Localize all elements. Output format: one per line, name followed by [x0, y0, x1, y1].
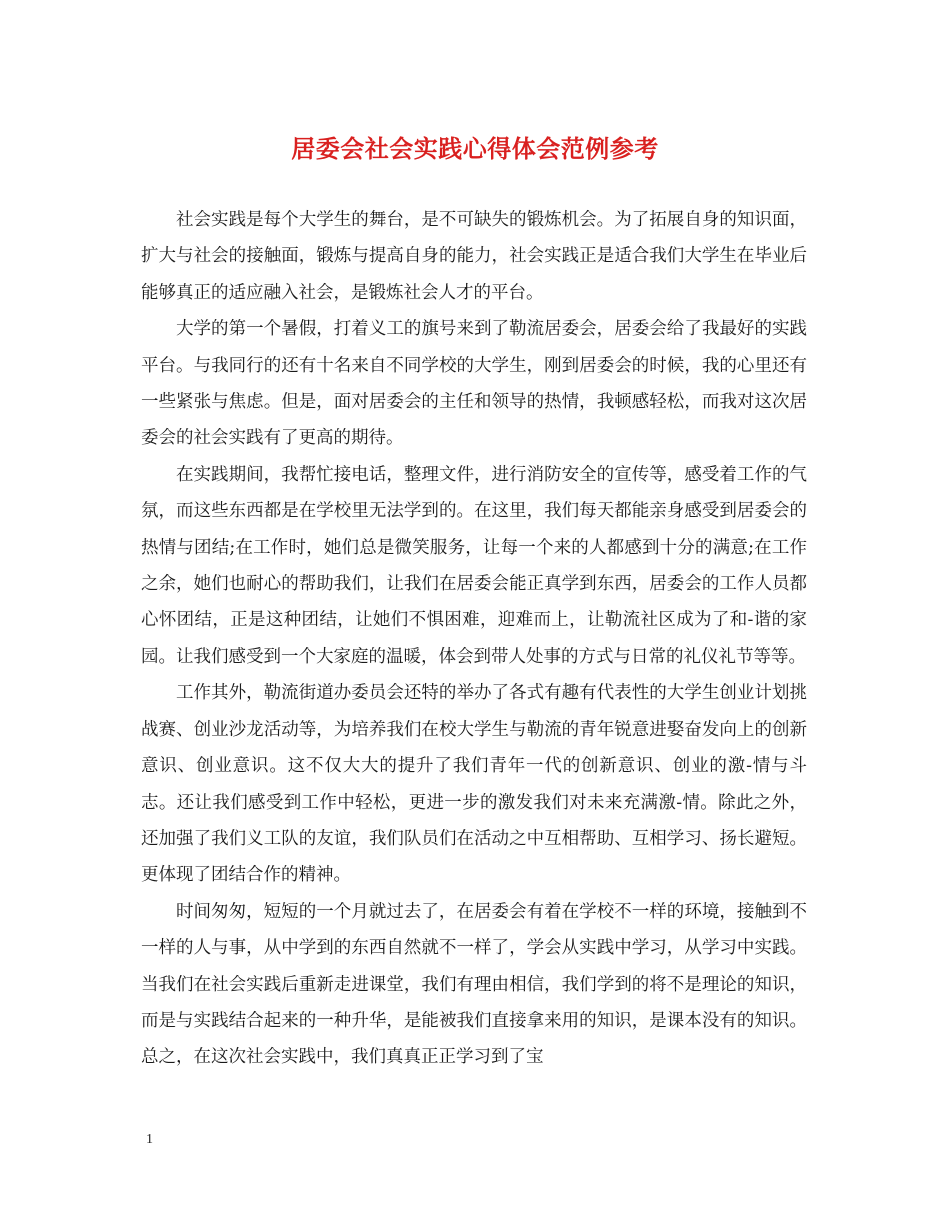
- page-number: 1: [146, 1132, 153, 1147]
- document-title: 居委会社会实践心得体会范例参考: [291, 134, 659, 163]
- paragraph-2: 大学的第一个暑假，打着义工的旗号来到了勒流居委会，居委会给了我最好的实践平台。与我同行的还有十名来自不同学校的大学生，刚到居委会的时候，我的心里还有一些紧张与焦虑。但是，面对居委会的主任和领导的热情，我顿感轻松，而我对这次居委会的社会实践有了更高的期待。: [141, 319, 807, 449]
- paragraph-4: 工作其外，勒流街道办委员会还特的举办了各式有趣有代表性的大学生创业计划挑战赛、创业沙龙活动等，为培养我们在校大学生与勒流的青年锐意进娶奋发向上的创新意识、创业意识。这不仅大大的提升了我们青年一代的创新意识、创业的激-情与斗志。还让我们感受到工作中轻松，更进一步的激发我们对未来充满激-情。除此之外，还加强了我们义工队的友谊，我们队员们在活动之中互相帮助、互相学习、扬长避短。更体现了团结合作的精神。: [141, 683, 807, 886]
- paragraph-1: 社会实践是每个大学生的舞台，是不可缺失的锻炼机会。为了拓展自身的知识面，扩大与社会的接触面，锻炼与提高自身的能力，社会实践正是适合我们大学生在毕业后能够真正的适应融入社会，是锻炼社会人才的平台。: [141, 210, 807, 303]
- paragraph-3: 在实践期间，我帮忙接电话，整理文件，进行消防安全的宣传等，感受着工作的气氛，而这些东西都是在学校里无法学到的。在这里，我们每天都能亲身感受到居委会的热情与团结;在工作时，她们总是微笑服务，让每一个来的人都感到十分的满意;在工作之余，她们也耐心的帮助我们，让我们在居委会能正真学到东西，居委会的工作人员都心怀团结，正是这种团结，让她们不惧困难，迎难而上，让勒流社区成为了和-谐的家园。让我们感受到一个大家庭的温暖，体会到带人处事的方式与日常的礼仪礼节等等。: [141, 464, 807, 667]
- document-body: [141, 202, 807, 1076]
- paragraph-5: 时间匆匆，短短的一个月就过去了，在居委会有着在学校不一样的环境，接触到不一样的人与事，从中学到的东西自然就不一样了，学会从实践中学习，从学习中实践。当我们在社会实践后重新走进课堂，我们有理由相信，我们学到的将不是理论的知识，而是与实践结合起来的一种升华，是能被我们直接拿来用的知识，是课本没有的知识。总之，在这次社会实践中，我们真真正正学习到了宝: [141, 901, 807, 1068]
